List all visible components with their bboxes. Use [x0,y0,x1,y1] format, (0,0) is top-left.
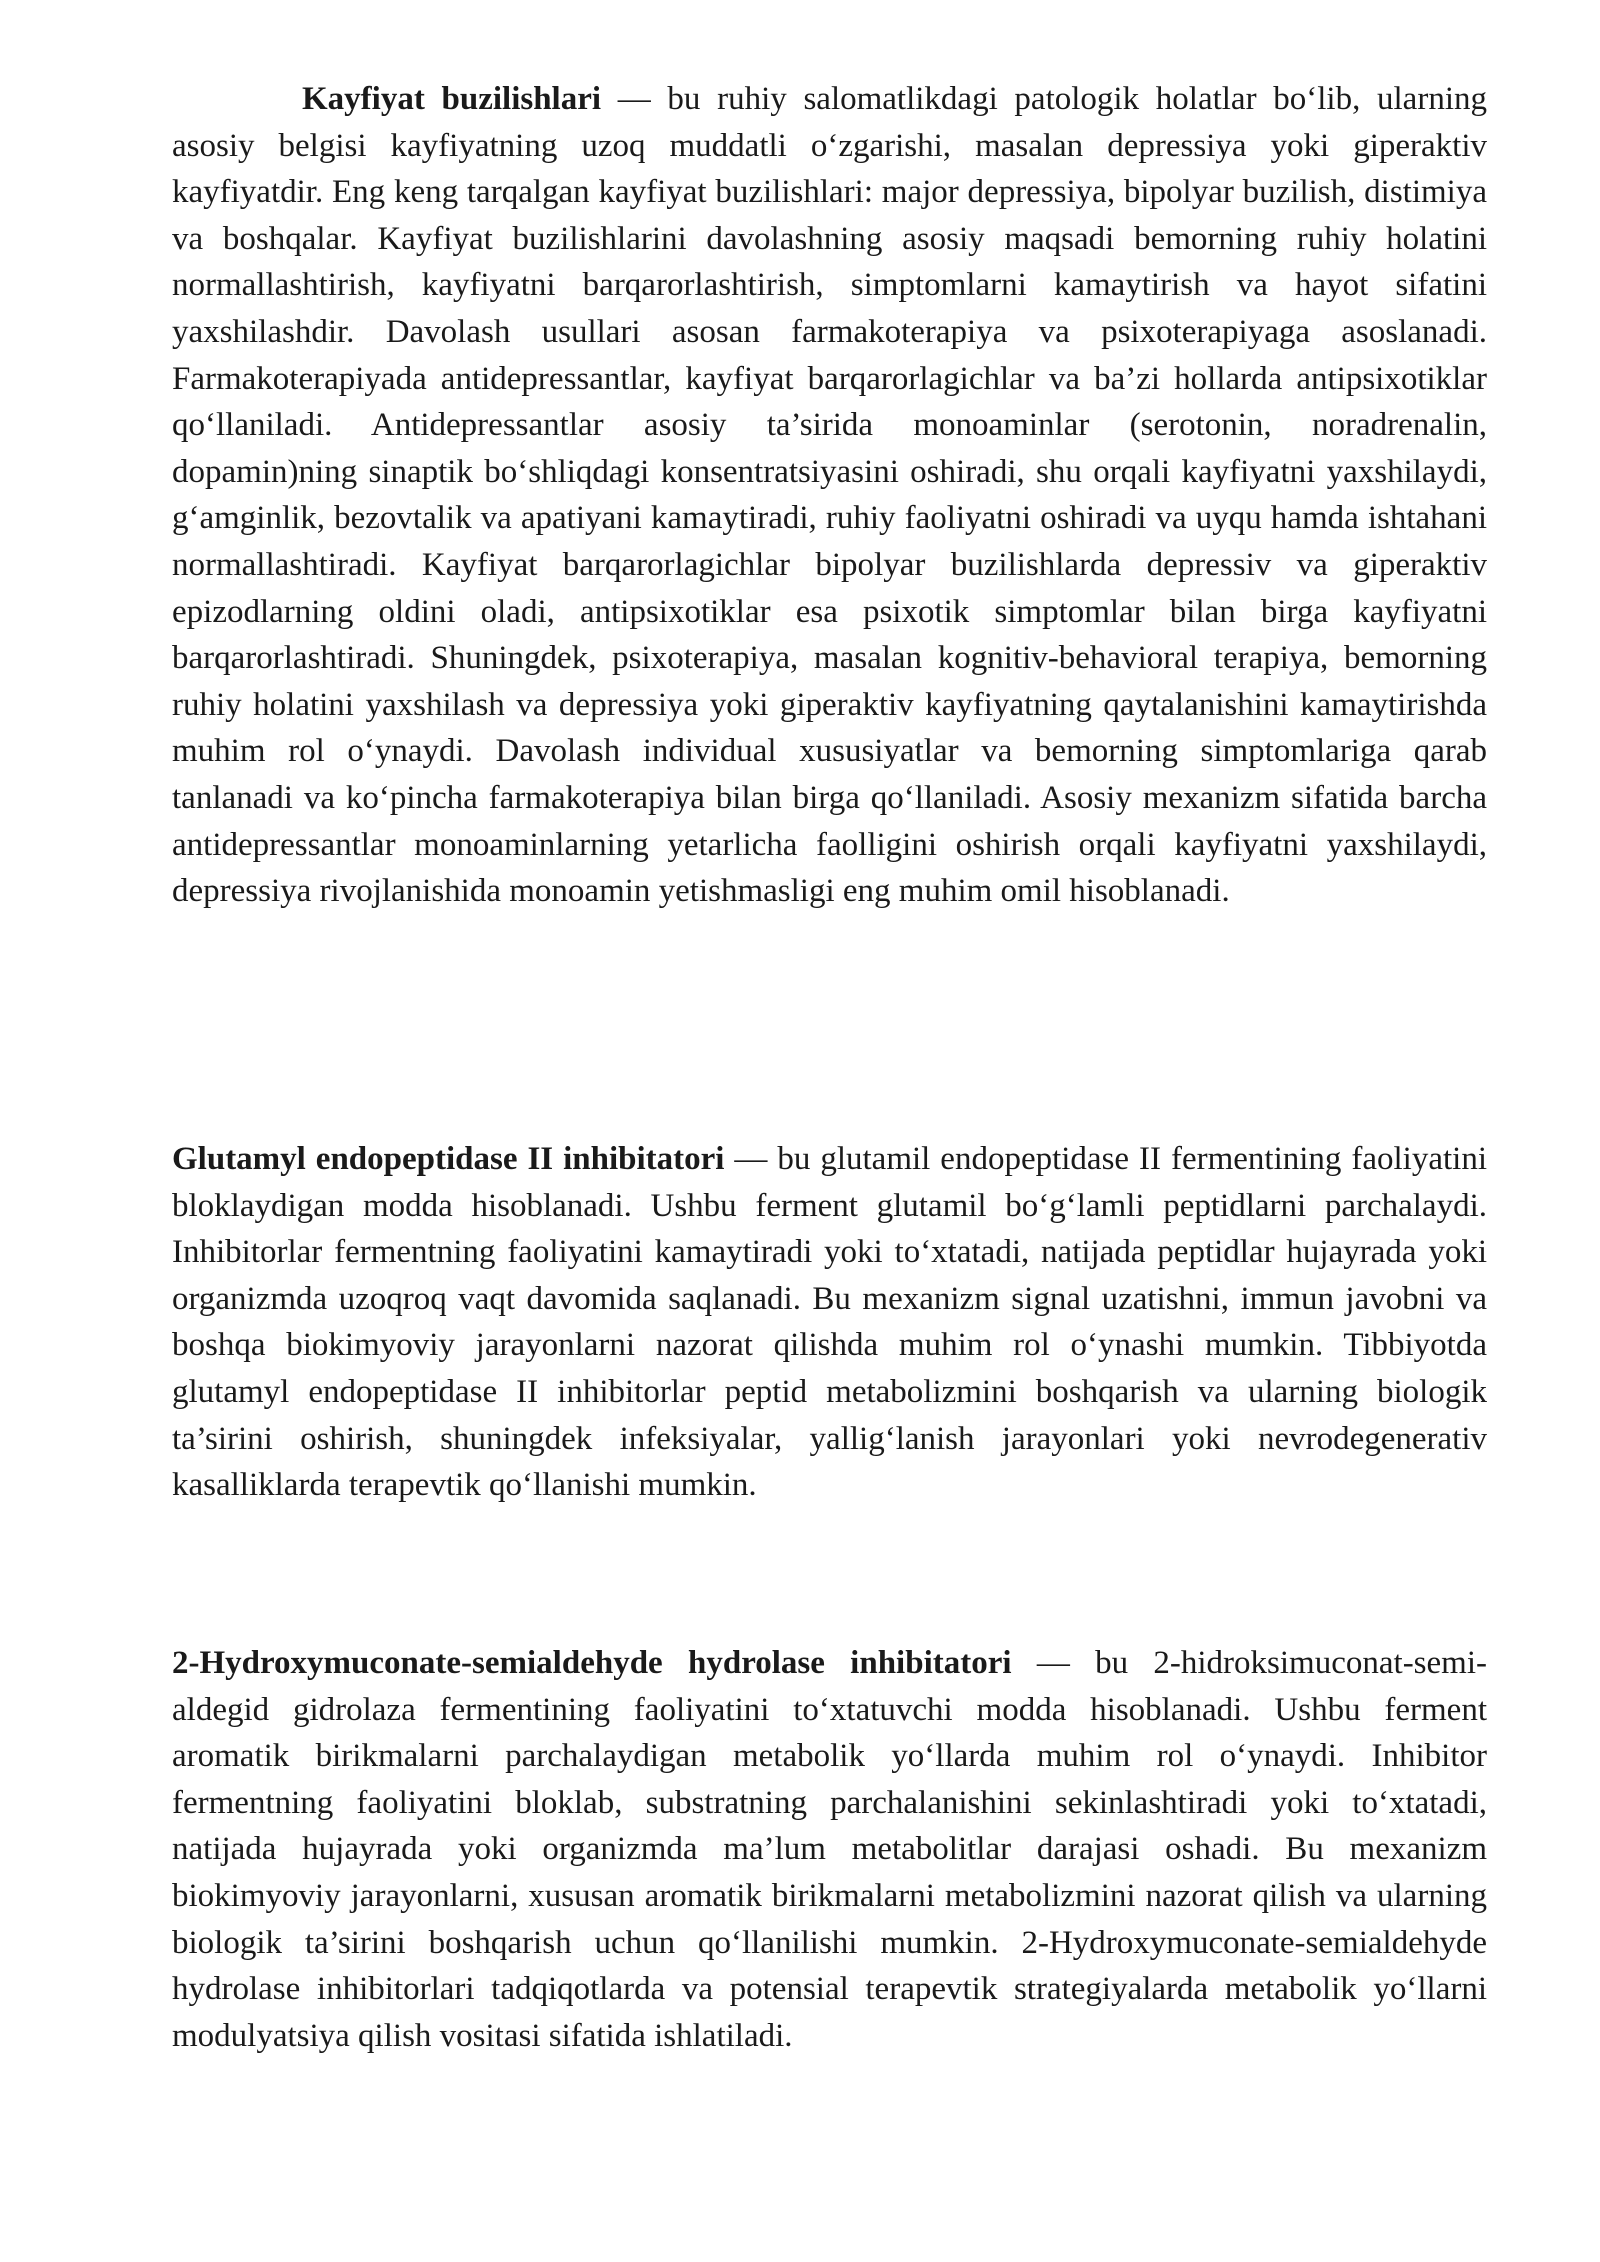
entry-body: — bu 2-hidroksimuconat-semi-aldegid gidrolaza fermentining faoliyatini to‘xtatuvchi modda hisoblanadi. Ushbu ferment aromatik birikmalarni parchalaydigan metabolik yo‘llarda muhim rol o‘ynaydi. Inhibitor fermentning faoliyatini bloklab, substratning parchalanishini sekinlashtiradi yoki to‘xtatadi, natijada hujayrada yoki organizmda ma’lum metabolitlar darajasi oshadi. Bu mexanizm biokimyoviy jarayonlarni, xususan aromatik birikmalarni metabolizmini nazorat qilish va ularning biologik ta’sirini boshqarish uchun qo‘llanilishi mumkin. 2-Hydroxymuconate-semialdehyde hydrolase inhibitorlari tadqiqotlarda va potensial terapevtik strategiyalarda metabolik yo‘llarni modulyatsiya qilish vositasi sifatida ishlatiladi. [172,1645,1487,2054]
entry-term: Glutamyl endopeptidase II inhibitatori [172,1141,725,1177]
entry-glutamyl-endopeptidase-inhibitor [172,1136,1487,1509]
entry-term: 2-Hydroxymuconate-semialdehyde hydrolase inhibitatori [172,1645,1012,1681]
entry-mood-disorders [172,76,1487,915]
entry-body: — bu glutamil endopeptidase II fermentining faoliyatini bloklaydigan modda hisoblanadi. Ushbu ferment glutamil bo‘g‘lamli peptidlarni parchalaydi. Inhibitorlar fermentning faoliyatini kamaytiradi yoki to‘xtatadi, natijada peptidlar hujayrada yoki organizmda uzoqroq vaqt davomida saqlanadi. Bu mexanizm signal uzatishni, immun javobni va boshqa biokimyoviy jarayonlarni nazorat qilishda muhim rol o‘ynashi mumkin. Tibbiyotda glutamyl endopeptidase II inhibitorlar peptid metabolizmini boshqarish va ularning biologik ta’sirini oshirish, shuningdek infeksiyalar, yallig‘lanish jarayonlari yoki nevrodegenerativ kasalliklarda terapevtik qo‘llanishi mumkin. [172,1141,1487,1504]
entry-hydroxymuconate-hydrolase-inhibitor [172,1640,1487,2059]
entry-body: — bu ruhiy salomatlikdagi patologik holatlar bo‘lib, ularning asosiy belgisi kayfiyatning uzoq muddatli o‘zgarishi, masalan depressiya yoki giperaktiv kayfiyatdir. Eng keng tarqalgan kayfiyat buzilishlari: major depressiya, bipolyar buzilish, distimiya va boshqalar. Kayfiyat buzilishlarini davolashning asosiy maqsadi bemorning ruhiy holatini normallashtirish, kayfiyatni barqarorlashtirish, simptomlarni kamaytirish va hayot sifatini yaxshilashdir. Davolash usullari asosan farmakoterapiya va psixoterapiyaga asoslanadi. Farmakoterapiyada antidepressantlar, kayfiyat barqarorlagichlar va ba’zi hollarda antipsixotiklar qo‘llaniladi. Antidepressantlar asosiy ta’sirida monoaminlar (serotonin, noradrenalin, dopamin)ning sinaptik bo‘shliqdagi konsentratsiyasini oshiradi, shu orqali kayfiyatni yaxshilaydi, g‘amginlik, bezovtalik va apatiyani kamaytiradi, ruhiy faoliyatni oshiradi va uyqu hamda ishtahani normallashtiradi. Kayfiyat barqarorlagichlar bipolyar buzilishlarda depressiv va giperaktiv epizodlarning oldini oladi, antipsixotiklar esa psixotik simptomlar bilan birga kayfiyatni barqarorlashtiradi. Shuningdek, psixoterapiya, masalan kognitiv-behavioral terapiya, bemorning ruhiy holatini yaxshilash va depressiya yoki giperaktiv kayfiyatning qaytalanishini kamaytirishda muhim rol o‘ynaydi. Davolash individual xususiyatlar va bemorning simptomlariga qarab tanlanadi va ko‘pincha farmakoterapiya bilan birga qo‘llaniladi. Asosiy mexanizm sifatida barcha antidepressantlar monoaminlarning yetarlicha faolligini oshirish orqali kayfiyatni yaxshilaydi, depressiya rivojlanishida monoamin yetishmasligi eng muhim omil hisoblanadi. [172,81,1487,910]
entry-term: Kayfiyat buzilishlari [302,81,602,117]
